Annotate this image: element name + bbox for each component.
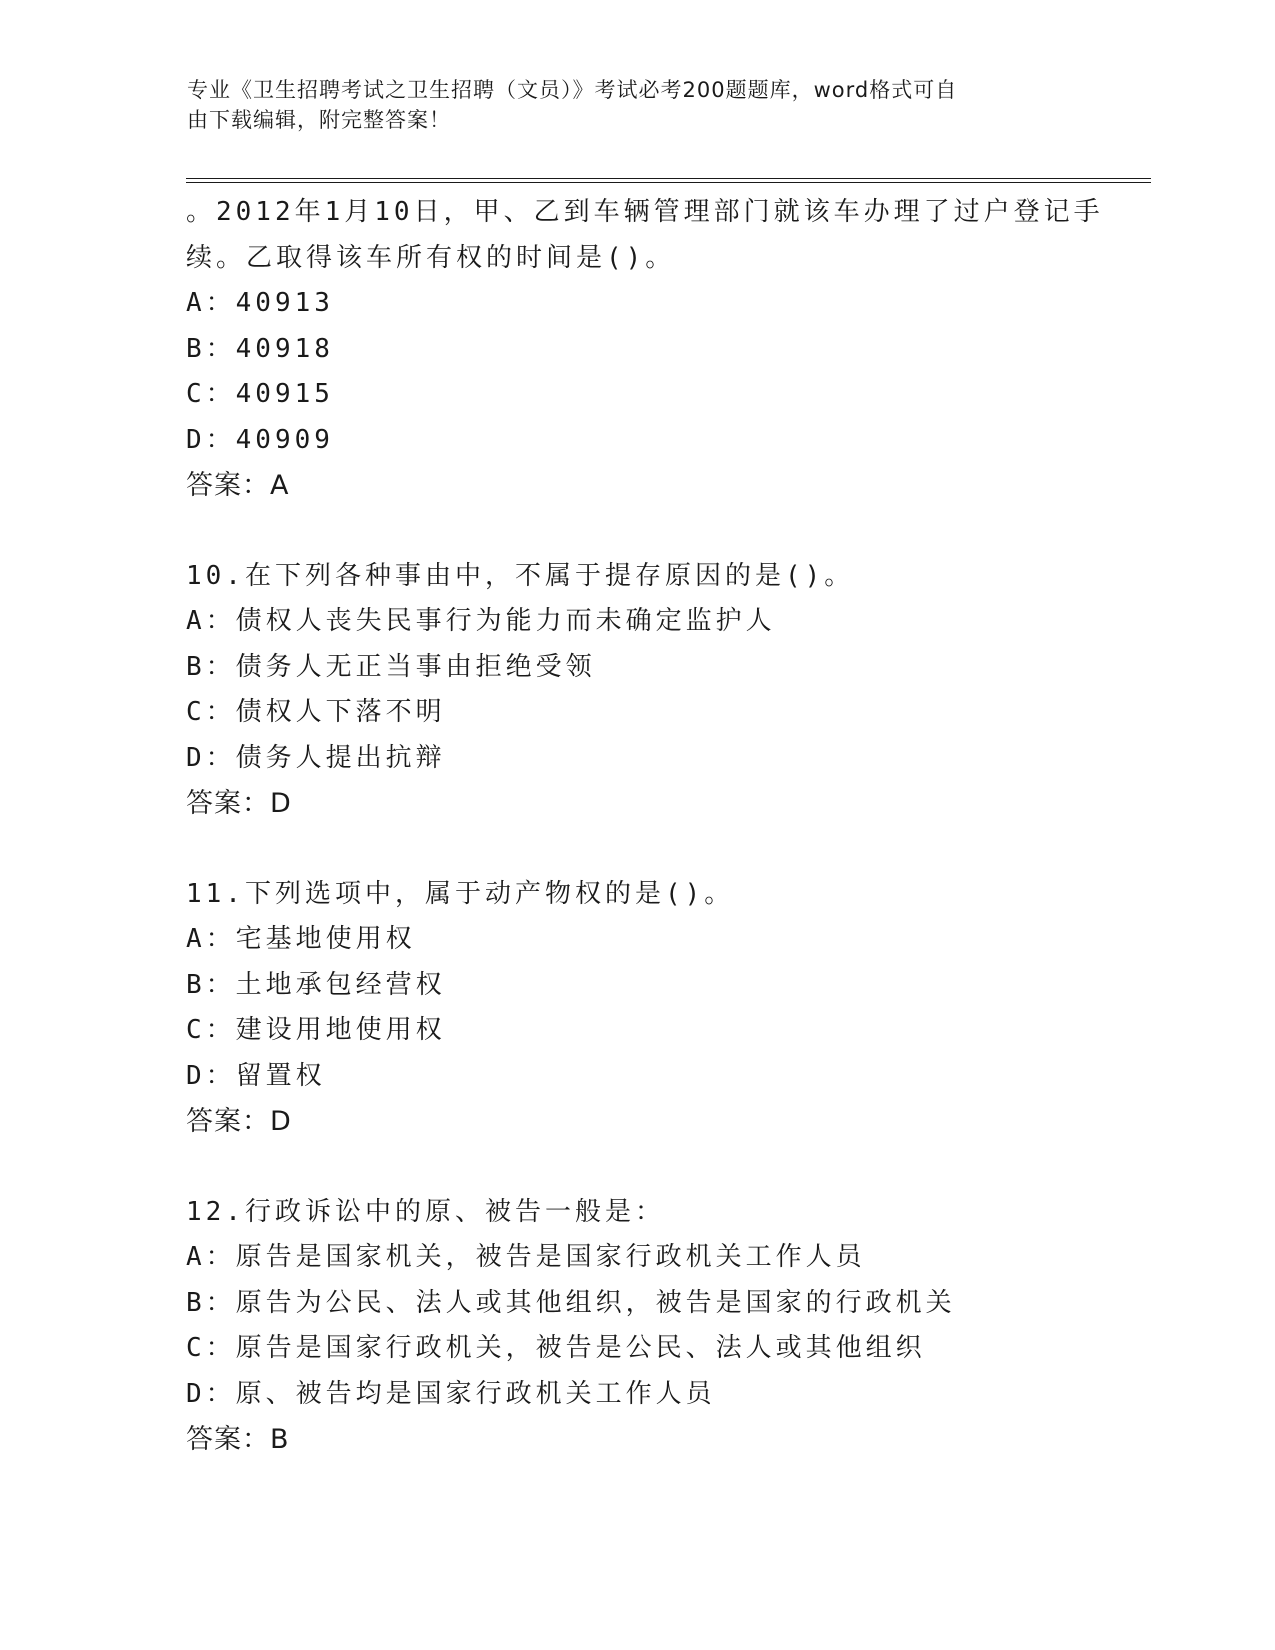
option-c: C：建设用地使用权	[186, 1015, 446, 1045]
answer-line: 答案：D	[186, 1106, 292, 1137]
header-line-2: 由下载编辑，附完整答案！	[187, 108, 451, 132]
header-divider-bottom	[186, 182, 1151, 183]
option-c: C：40915	[186, 379, 334, 409]
question-block	[186, 190, 1146, 509]
option-a: A：原告是国家机关，被告是国家行政机关工作人员	[186, 1242, 866, 1272]
question-block	[186, 554, 1146, 827]
question-block	[186, 1190, 1146, 1463]
question-stem: 12.行政诉讼中的原、被告一般是：	[186, 1196, 665, 1227]
option-b: B：原告为公民、法人或其他组织，被告是国家的行政机关	[186, 1287, 956, 1318]
option-d: D：原、被告均是国家行政机关工作人员	[186, 1378, 716, 1409]
option-a: A：债权人丧失民事行为能力而未确定监护人	[186, 606, 776, 636]
option-d: D：债务人提出抗辩	[186, 742, 446, 773]
question-stem: 续。乙取得该车所有权的时间是()。	[186, 242, 676, 273]
question-list	[186, 190, 1146, 1463]
question-stem: 11.下列选项中，属于动产物权的是()。	[186, 878, 735, 909]
question-stem: 10.在下列各种事由中，不属于提存原因的是()。	[186, 560, 855, 591]
header-line-1: 专业《卫生招聘考试之卫生招聘（文员）》考试必考200题题库，word格式可自	[187, 78, 958, 102]
option-c: C：原告是国家行政机关，被告是公民、法人或其他组织	[186, 1333, 926, 1363]
option-c: C：债权人下落不明	[186, 697, 446, 727]
option-d: D：留置权	[186, 1060, 326, 1091]
option-a: A：40913	[186, 288, 334, 318]
answer-line: 答案：B	[186, 1424, 290, 1455]
answer-line: 答案：A	[186, 470, 290, 501]
option-a: A：宅基地使用权	[186, 924, 416, 954]
header-divider-top	[186, 178, 1151, 179]
document-header	[187, 75, 1087, 135]
answer-line: 答案：D	[186, 788, 292, 819]
option-b: B：40918	[186, 333, 334, 364]
option-d: D：40909	[186, 424, 334, 455]
option-b: B：土地承包经营权	[186, 969, 446, 1000]
question-stem: 。2012年1月10日，甲、乙到车辆管理部门就该车办理了过户登记手	[186, 197, 1104, 227]
option-b: B：债务人无正当事由拒绝受领	[186, 651, 596, 682]
question-block	[186, 872, 1146, 1145]
